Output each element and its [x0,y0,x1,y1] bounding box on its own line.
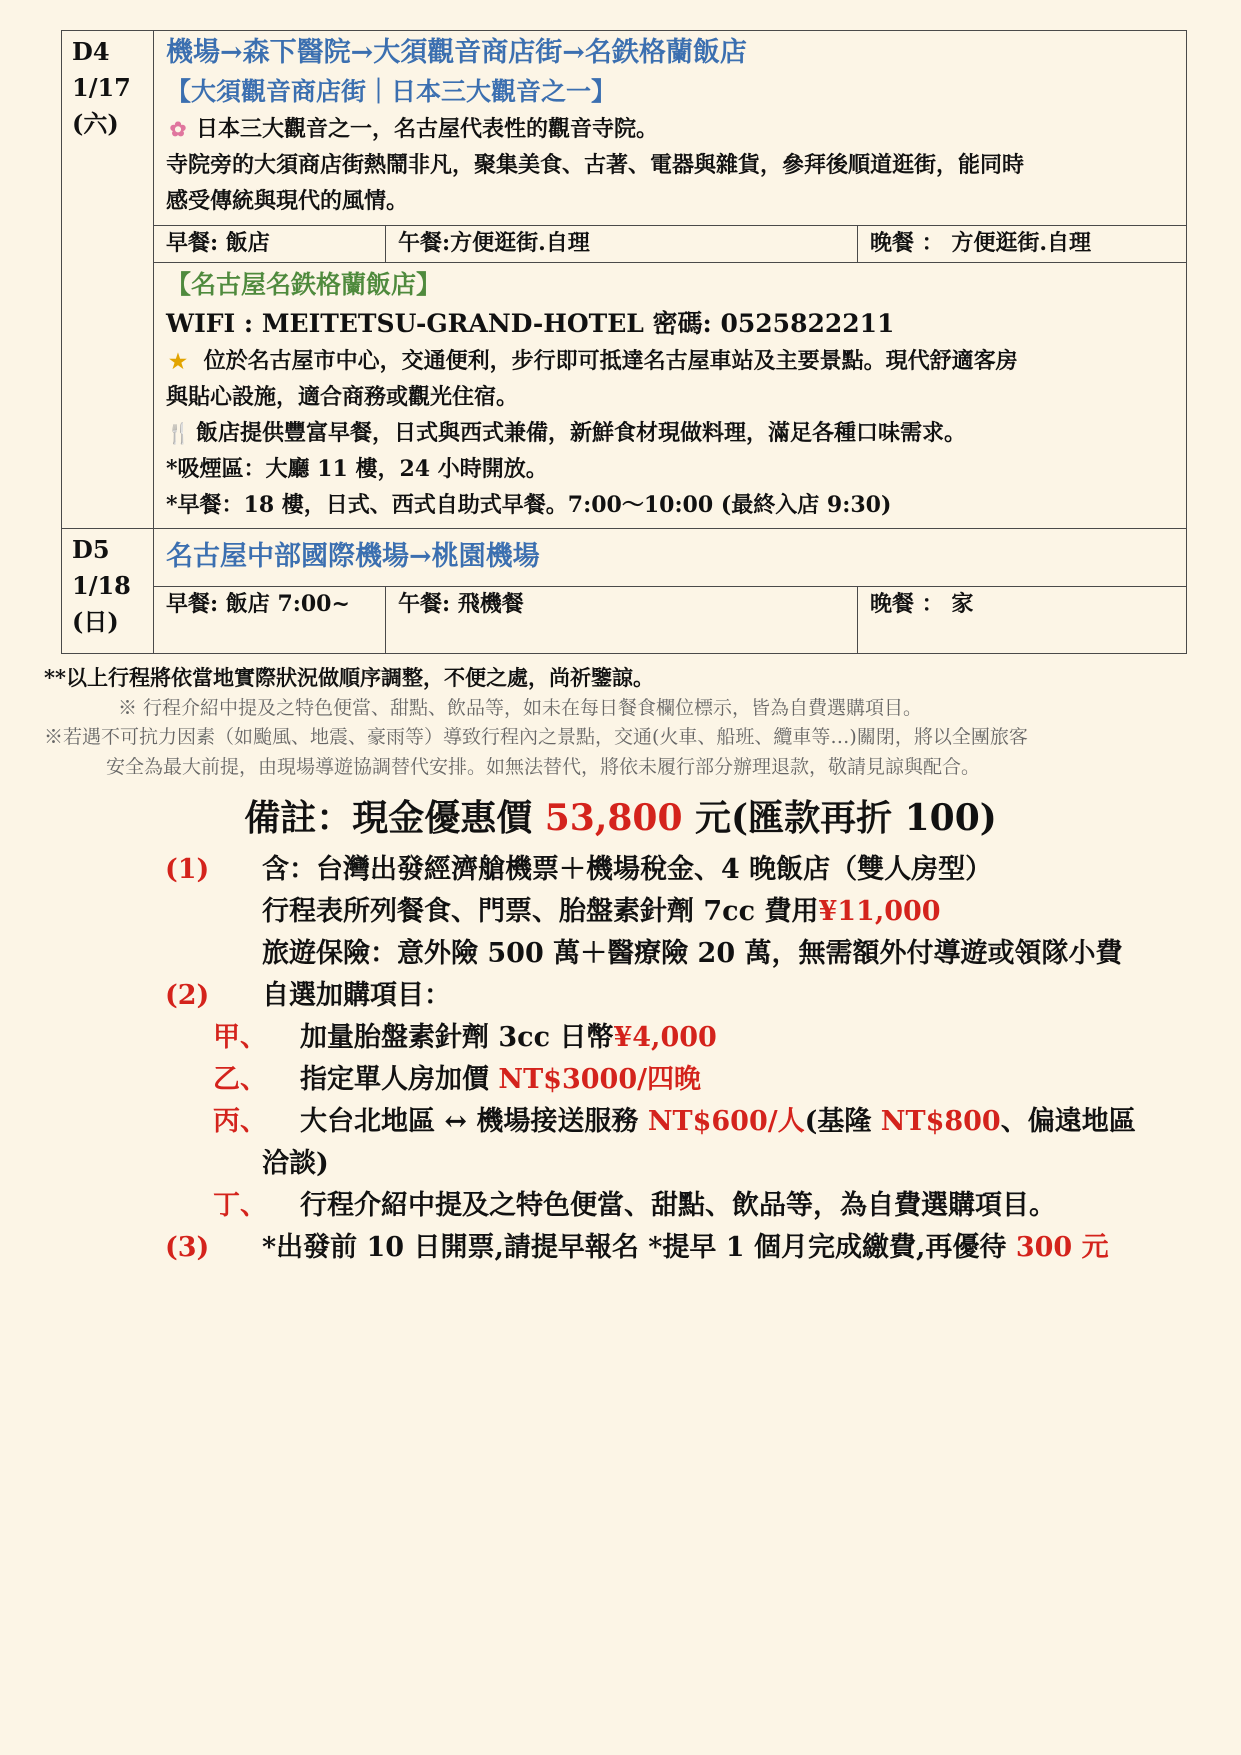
day4-meals-row [62,226,1187,263]
dinner-cell: 晚餐 ： 家 [858,587,1187,654]
addon-item: 加量胎盤素針劑 3cc 日幣¥4,000 [300,1022,717,1053]
highlight-line: ✿ 日本三大觀音之一，名古屋代表性的觀音寺院。 [166,111,1176,147]
day-route: 機場→森下醫院→大須觀音商店街→名鉄格蘭飯店 [166,37,747,68]
fork-knife-icon: 🍴 [166,421,191,445]
booking-note: *出發前 10 日開票,請提早報名 *提早 1 個月完成繳費,再優待 300 元 [262,1232,1109,1263]
day5-content [154,529,1187,587]
item-number: (3) [165,1232,210,1263]
day5-meals-row [62,587,1187,654]
hotel-food: 🍴 飯店提供豐富早餐，日式與西式兼備，新鮮食材現做料理，滿足各種口味需求。 [166,415,1176,451]
lunch-cell: 午餐:方便逛街.自理 [386,226,858,263]
day5-cell [62,529,154,654]
item-number: (1) [165,854,210,885]
note-schedule: **以上行程將依當地實際狀況做順序調整，不便之處，尚祈鑒諒。 [44,665,654,690]
addon-mark: 丙、 [213,1106,267,1137]
lunch-cell: 午餐: 飛機餐 [386,587,858,654]
day4-hotel-row [62,263,1187,529]
day5-row [62,529,1187,587]
item-number: (2) [165,980,210,1011]
day-label: D4 [72,37,110,66]
smoking-info: *吸煙區：大廳 11 樓，24 小時開放。 [166,456,548,482]
cash-price: 53,800 [544,797,683,839]
hotel-cell [154,263,1187,529]
note-self-pay: ※ 行程介紹中提及之特色便當、甜點、飲品等，如未在每日餐食欄位標示，皆為自費選購項目。 [118,697,923,719]
day-weekday: (六) [72,109,119,138]
notes-section [44,662,1194,782]
price-remark: 備註：現金優惠價 53,800 元(匯款再折 100) [244,797,997,839]
note-force-majeure-cont: 安全為最大前提，由現場導遊協調替代安排。如無法替代，將依未履行部分辦理退款，敬請見諒與配合。 [106,756,981,778]
insurance-line: 旅遊保險：意外險 500 萬＋醫療險 20 萬，無需額外付導遊或領隊小費 [262,938,1123,969]
day4-cell [62,31,154,529]
highlight-line: 寺院旁的大須商店街熱鬧非凡，聚集美食、古著、電器與雜貨，參拜後順道逛街，能同時 [166,152,1025,178]
hotel-title: 【名古屋名鉄格蘭飯店】 [166,270,442,299]
included-line: 行程表所列餐食、門票、胎盤素針劑 7cc 費用¥11,000 [262,896,941,927]
day-label: D5 [72,535,110,564]
highlight-line: 感受傳統與現代的風情。 [166,188,409,214]
day-route: 名古屋中部國際機場→桃園機場 [166,541,540,572]
addon-item: 大台北地區 ↔ 機場接送服務 NT$600/人(基隆 NT$800、偏遠地區 [300,1106,1136,1137]
breakfast-cell: 早餐: 飯店 [154,226,386,263]
wifi-info: WIFI : MEITETSU-GRAND-HOTEL 密碼: 0525822211 [166,309,895,338]
star-icon: ★ [169,349,187,373]
addon-title: 自選加購項目： [262,980,451,1011]
day-weekday: (日) [72,607,119,636]
day4-content [154,31,1187,226]
hotel-desc: ★ 位於名古屋市中心，交通便利，步行即可抵達名古屋車站及主要景點。現代舒適客房 [166,343,1176,379]
flower-icon: ✿ [169,117,187,141]
hotel-desc: 與貼心設施，適合商務或觀光住宿。 [166,384,519,410]
addon-mark: 甲、 [213,1022,267,1053]
day4-row [62,31,1187,226]
addon-mark: 乙、 [213,1064,267,1095]
addon-item: 行程介紹中提及之特色便當、甜點、飲品等，為自費選購項目。 [300,1190,1056,1221]
note-force-majeure: ※若遇不可抗力因素（如颱風、地震、豪雨等）導致行程內之景點，交通(火車、船班、纜車等…)關閉，將以全團旅客 [44,726,1028,748]
addon-item-cont: 洽談) [262,1148,329,1179]
highlight-title: 【大須觀音商店街｜日本三大觀音之一】 [166,77,617,106]
addon-item: 指定單人房加價 NT$3000/四晚 [300,1064,701,1095]
breakfast-cell: 早餐: 飯店 7:00~ [154,587,386,654]
breakfast-info: *早餐：18 樓，日式、西式自助式早餐。7:00～10:00 (最終入店 9:30) [166,492,892,518]
included-line: 含：台灣出發經濟艙機票＋機場稅金、4 晚飯店（雙人房型） [262,854,993,885]
addon-mark: 丁、 [213,1190,267,1221]
itinerary-table [61,30,1187,654]
dinner-cell: 晚餐 ： 方便逛街.自理 [858,226,1187,263]
day-date: 1/18 [72,571,131,600]
day-date: 1/17 [72,73,131,102]
